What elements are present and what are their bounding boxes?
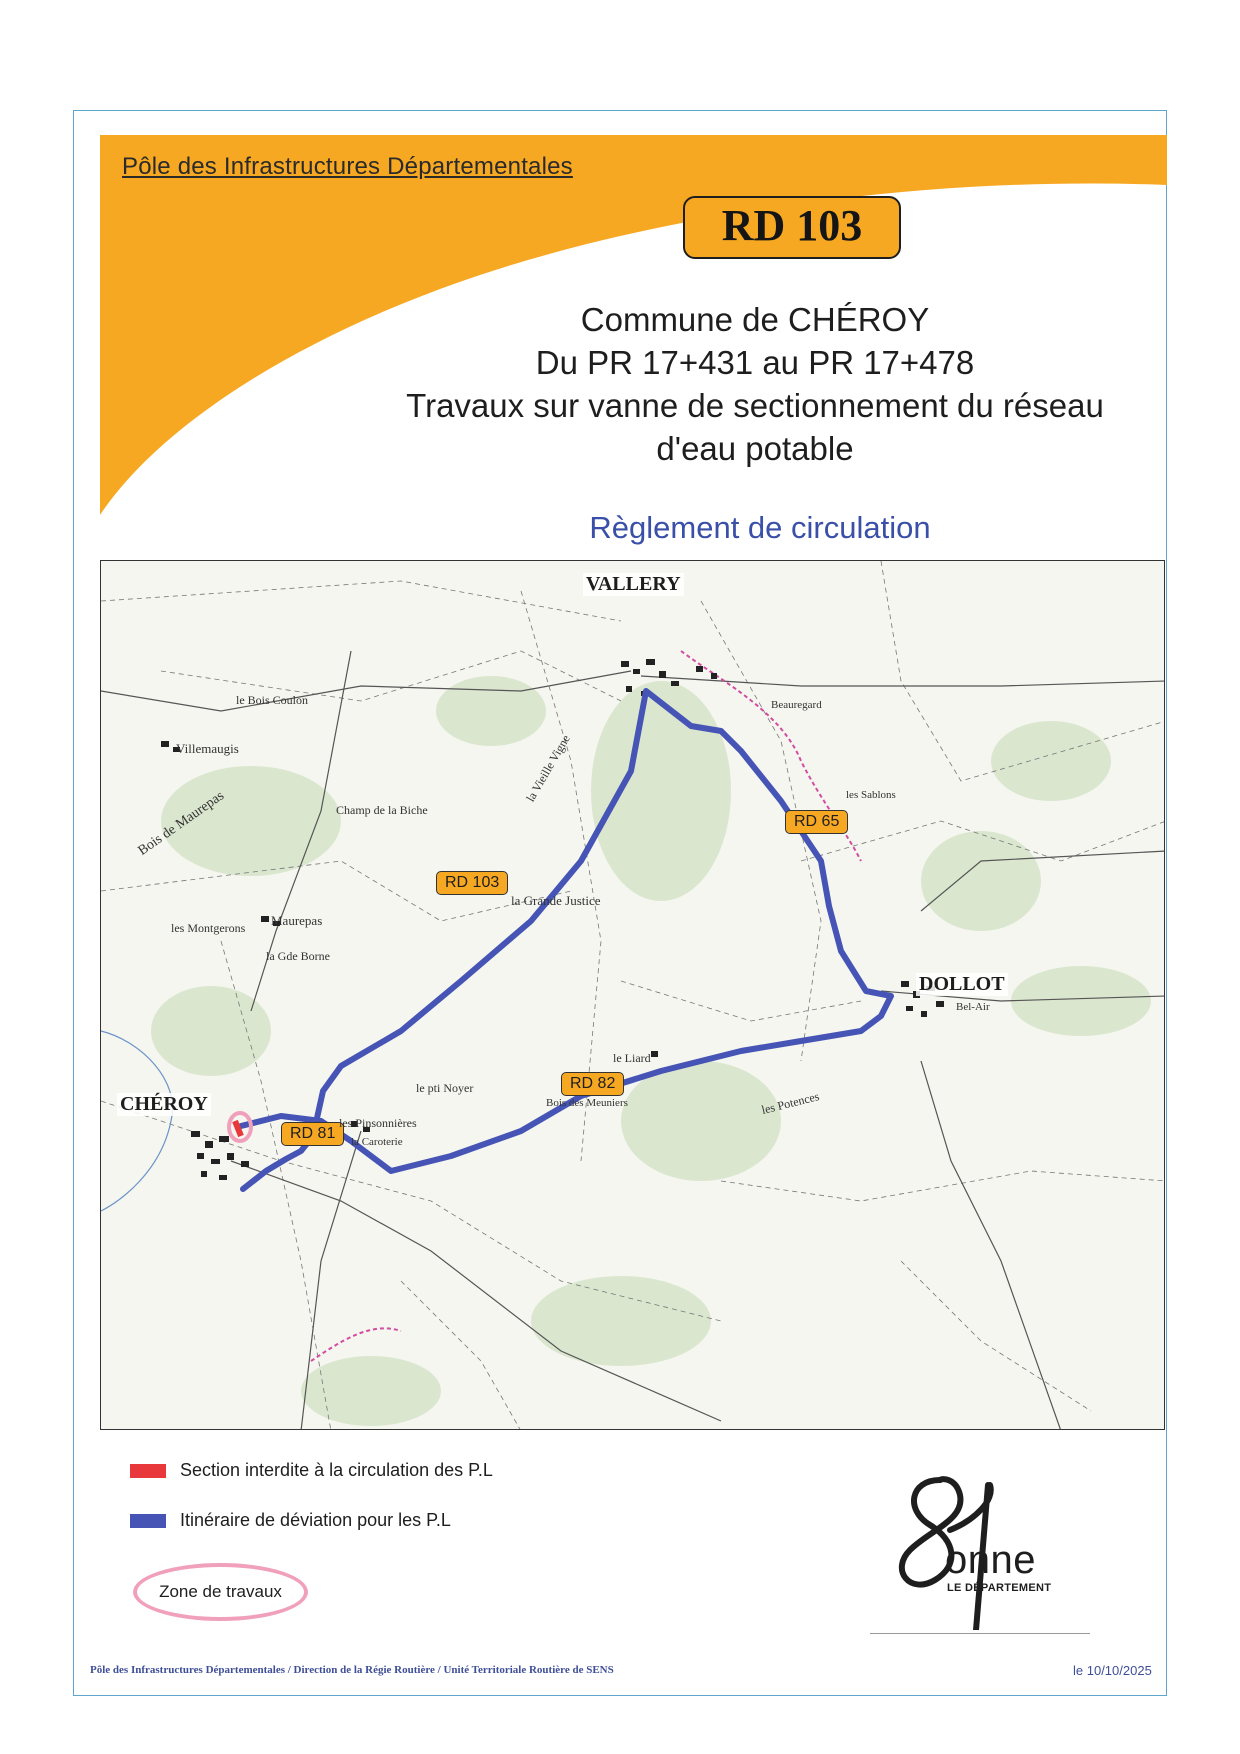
yonne-logo [860, 1470, 1100, 1630]
title-line-works: Travaux sur vanne de sectionnement du réseau [406, 387, 1104, 424]
place-caroterie: la Caroterie [351, 1136, 403, 1148]
town-vallery: VALLERY [583, 573, 684, 596]
legend-closed [130, 1460, 493, 1481]
closed-swatch [130, 1464, 166, 1478]
logo-underline [870, 1633, 1090, 1634]
footer-service: Pôle des Infrastructures Départementales / Direction de la Régie Routière / Unité Territoriale Routière de SENS [90, 1664, 614, 1676]
hiking-trail-south [311, 1328, 401, 1361]
place-montgerons: les Montgerons [171, 921, 246, 935]
place-villemaugis: Villemaugis [176, 741, 239, 756]
title-line-pr: Du PR 17+431 au PR 17+478 [535, 344, 975, 381]
detour-map [100, 560, 1165, 1430]
footer-date: le 10/10/2025 [1073, 1663, 1152, 1678]
place-maurepas: Maurepas [271, 913, 323, 928]
logo-word: onne [945, 1538, 1036, 1582]
place-noyer: le pti Noyer [416, 1081, 474, 1095]
road-badge: RD 103 [683, 196, 901, 259]
legend-work-zone-label: Zone de travaux [159, 1582, 282, 1601]
legend [130, 1460, 730, 1660]
legend-detour [130, 1510, 451, 1531]
place-bois-coulon: le Bois Coulon [236, 693, 309, 707]
place-sablons: les Sablons [846, 789, 896, 801]
place-grande-justice: la Grande Justice [511, 893, 601, 908]
detour-swatch [130, 1514, 166, 1528]
place-bois-meuniers: Bois des Meuniers [546, 1097, 628, 1109]
place-beauregard: Beauregard [771, 699, 822, 711]
town-cheroy: CHÉROY [117, 1093, 211, 1116]
logo-subtitle: LE DÉPARTEMENT [947, 1582, 1052, 1594]
detour-route [241, 691, 891, 1189]
place-bel-air: Bel-Air [956, 1001, 990, 1013]
pole-title: Pôle des Infrastructures Départementales [122, 153, 573, 180]
legend-closed-label: Section interdite à la circulation des P.L [180, 1460, 493, 1480]
place-potences: les Potences [760, 1089, 821, 1117]
place-champ-biche: Champ de la Biche [336, 803, 428, 817]
place-vieille-vigne: la Vieille Vigne [523, 732, 573, 805]
title-line-commune: Commune de CHÉROY [580, 301, 930, 338]
town-dollot: DOLLOT [916, 973, 1008, 996]
place-grande-borne: la Gde Borne [266, 949, 330, 963]
road-label-rd81: RD 81 [281, 1122, 344, 1146]
place-liard: le Liard [613, 1051, 651, 1065]
title-block [360, 298, 1150, 470]
legend-work-zone [133, 1563, 308, 1621]
legend-detour-label: Itinéraire de déviation pour les P.L [180, 1510, 451, 1530]
road-label-rd65: RD 65 [785, 810, 848, 834]
place-pisonnieres: les Pinsonnières [339, 1116, 417, 1130]
road-label-rd82: RD 82 [561, 1072, 624, 1096]
title-line-water: d'eau potable [656, 430, 854, 467]
reglement-heading: Règlement de circulation [589, 510, 931, 545]
place-bois-maurepas: Bois de Maurepas [135, 788, 227, 859]
road-label-rd103: RD 103 [436, 871, 508, 895]
